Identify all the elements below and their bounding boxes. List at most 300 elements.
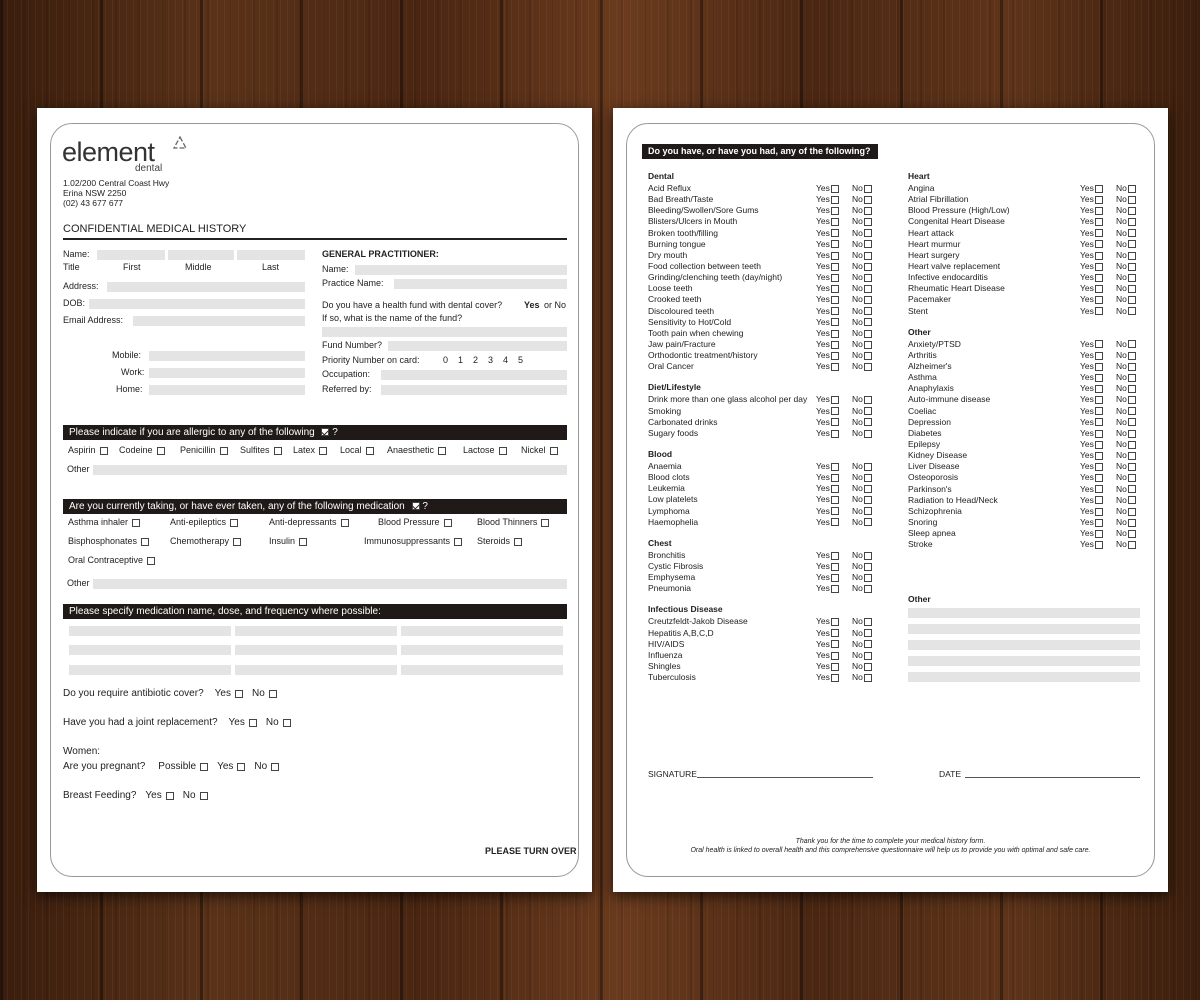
- checkbox-icon[interactable]: [1095, 385, 1103, 393]
- practice-field[interactable]: [394, 279, 567, 289]
- dob-field[interactable]: [89, 299, 305, 309]
- yes-option[interactable]: [1080, 428, 1103, 438]
- checkbox-icon[interactable]: [864, 430, 872, 438]
- allergy-penicillin[interactable]: [180, 446, 228, 455]
- no-option[interactable]: [1116, 228, 1136, 238]
- checkbox-icon[interactable]: [1128, 407, 1136, 415]
- no-option[interactable]: [852, 583, 872, 593]
- med-table-r3c2[interactable]: [235, 665, 397, 675]
- yes-option[interactable]: [816, 406, 839, 416]
- checkbox-icon[interactable]: [831, 463, 839, 471]
- checkbox-icon[interactable]: [864, 663, 872, 671]
- checkbox-icon[interactable]: [1128, 441, 1136, 449]
- no-option[interactable]: [852, 550, 872, 560]
- no-option[interactable]: [1116, 394, 1136, 404]
- work-field[interactable]: [149, 368, 305, 378]
- med-table-r3c3[interactable]: [401, 665, 563, 675]
- no-option[interactable]: [1116, 450, 1136, 460]
- checkbox-icon[interactable]: [1128, 207, 1136, 215]
- no-option[interactable]: [1116, 383, 1136, 393]
- checkbox-icon[interactable]: [831, 507, 839, 515]
- allergy-codeine[interactable]: [119, 446, 165, 455]
- name-first-field[interactable]: [168, 250, 234, 260]
- no-option[interactable]: [852, 506, 872, 516]
- checkbox-icon[interactable]: [1128, 374, 1136, 382]
- checkbox-icon[interactable]: [1128, 229, 1136, 237]
- yes-option[interactable]: [816, 616, 839, 626]
- checkbox-icon[interactable]: [299, 538, 307, 546]
- checkbox-icon[interactable]: [864, 263, 872, 271]
- checkbox-icon[interactable]: [1095, 352, 1103, 360]
- med-anti-depressants[interactable]: [269, 518, 349, 527]
- checkbox-icon[interactable]: [147, 557, 155, 565]
- name-middle-field[interactable]: [237, 250, 305, 260]
- med-anti-epileptics[interactable]: [170, 518, 238, 527]
- checkbox-icon[interactable]: [864, 296, 872, 304]
- checkbox-icon[interactable]: [831, 330, 839, 338]
- priority-1[interactable]: 1: [458, 355, 464, 365]
- checkbox-icon[interactable]: [864, 552, 872, 560]
- med-chemotherapy[interactable]: [170, 537, 241, 546]
- checkbox-icon[interactable]: [831, 629, 839, 637]
- checkbox-icon[interactable]: [864, 463, 872, 471]
- yes-option[interactable]: [816, 461, 839, 471]
- no-option[interactable]: [852, 461, 872, 471]
- checkbox-icon[interactable]: [157, 447, 165, 455]
- yes-option[interactable]: [1080, 283, 1103, 293]
- yes-option[interactable]: [1080, 406, 1103, 416]
- checkbox-icon[interactable]: [141, 538, 149, 546]
- checkbox-icon[interactable]: [864, 207, 872, 215]
- checkbox-icon[interactable]: [864, 629, 872, 637]
- no-option[interactable]: [1116, 272, 1136, 282]
- priority-5[interactable]: 5: [518, 355, 524, 365]
- checkbox-icon[interactable]: [831, 274, 839, 282]
- yes-option[interactable]: [1080, 417, 1103, 427]
- checkbox-icon[interactable]: [366, 447, 374, 455]
- no-option[interactable]: [852, 672, 872, 682]
- checkbox-icon[interactable]: [864, 330, 872, 338]
- no-option[interactable]: [1116, 495, 1136, 505]
- no-option[interactable]: [1116, 472, 1136, 482]
- yes-option[interactable]: [1080, 472, 1103, 482]
- checkbox-icon[interactable]: [499, 447, 507, 455]
- checkbox-icon[interactable]: [831, 585, 839, 593]
- checkbox-icon[interactable]: [864, 474, 872, 482]
- no-option[interactable]: [852, 406, 872, 416]
- no-option[interactable]: [1116, 350, 1136, 360]
- checkbox-icon[interactable]: [1095, 196, 1103, 204]
- checkbox-icon[interactable]: [200, 763, 208, 771]
- med-immunosuppressants[interactable]: [364, 537, 462, 546]
- checkbox-icon[interactable]: [1095, 285, 1103, 293]
- priority-2[interactable]: 2: [473, 355, 479, 365]
- no-option[interactable]: [852, 317, 872, 327]
- no-option[interactable]: [852, 239, 872, 249]
- yes-option[interactable]: [816, 494, 839, 504]
- yes-option[interactable]: [816, 583, 839, 593]
- checkbox-icon[interactable]: [864, 496, 872, 504]
- yes-option[interactable]: [816, 572, 839, 582]
- checkbox-icon[interactable]: [1128, 396, 1136, 404]
- checkbox-icon[interactable]: [864, 363, 872, 371]
- no-option[interactable]: [1116, 183, 1136, 193]
- checkbox-icon[interactable]: [864, 674, 872, 682]
- fund-or-no[interactable]: or No: [544, 300, 567, 310]
- no-option[interactable]: [852, 194, 872, 204]
- allergy-anaesthetic[interactable]: [387, 446, 446, 455]
- name-title-field[interactable]: [97, 250, 165, 260]
- checkbox-icon[interactable]: [831, 307, 839, 315]
- checkbox-icon[interactable]: [864, 307, 872, 315]
- checkbox-icon[interactable]: [1128, 363, 1136, 371]
- checkbox-icon[interactable]: [1128, 385, 1136, 393]
- checkbox-icon[interactable]: [1128, 418, 1136, 426]
- other-line-4[interactable]: [908, 656, 1140, 666]
- checkbox-icon[interactable]: [831, 352, 839, 360]
- checkbox-icon[interactable]: [1128, 252, 1136, 260]
- checkbox-icon[interactable]: [220, 447, 228, 455]
- checkbox-icon[interactable]: [237, 763, 245, 771]
- checkbox-icon[interactable]: [864, 252, 872, 260]
- checkbox-icon[interactable]: [864, 652, 872, 660]
- no-option[interactable]: [852, 306, 872, 316]
- home-field[interactable]: [149, 385, 305, 395]
- checkbox-icon[interactable]: [831, 207, 839, 215]
- checkbox-icon[interactable]: [550, 447, 558, 455]
- checkbox-icon[interactable]: [864, 185, 872, 193]
- no-option[interactable]: [852, 283, 872, 293]
- no-option[interactable]: [1116, 361, 1136, 371]
- checkbox-icon[interactable]: [1095, 485, 1103, 493]
- yes-option[interactable]: [816, 239, 839, 249]
- yes-option[interactable]: [816, 550, 839, 560]
- checkbox-icon[interactable]: [1095, 363, 1103, 371]
- checkbox-icon[interactable]: [541, 519, 549, 527]
- yes-option[interactable]: [816, 261, 839, 271]
- yes-option[interactable]: [816, 394, 839, 404]
- checkbox-icon[interactable]: [864, 563, 872, 571]
- no-option[interactable]: [1116, 428, 1136, 438]
- other-line-2[interactable]: [908, 624, 1140, 634]
- no-option[interactable]: [852, 183, 872, 193]
- allergy-other-field[interactable]: [93, 465, 567, 475]
- checkbox-icon[interactable]: [271, 763, 279, 771]
- checkbox-icon[interactable]: [319, 447, 327, 455]
- no-option[interactable]: [1116, 506, 1136, 516]
- checkbox-icon[interactable]: [831, 496, 839, 504]
- no-option[interactable]: [1116, 250, 1136, 260]
- checkbox-icon[interactable]: [864, 485, 872, 493]
- checkbox-icon[interactable]: [274, 447, 282, 455]
- no-option[interactable]: [1116, 261, 1136, 271]
- yes-option[interactable]: [816, 506, 839, 516]
- yes-option[interactable]: [1080, 261, 1103, 271]
- yes-option[interactable]: [1080, 239, 1103, 249]
- no-option[interactable]: [852, 661, 872, 671]
- checkbox-icon[interactable]: [1128, 218, 1136, 226]
- checkbox-icon[interactable]: [831, 285, 839, 293]
- checkbox-icon[interactable]: [831, 563, 839, 571]
- med-table-r2c1[interactable]: [69, 645, 231, 655]
- no-option[interactable]: [852, 483, 872, 493]
- no-option[interactable]: [852, 517, 872, 527]
- checkbox-icon[interactable]: [341, 519, 349, 527]
- no-option[interactable]: [852, 294, 872, 304]
- no-option[interactable]: [1116, 294, 1136, 304]
- no-option[interactable]: [1116, 372, 1136, 382]
- no-option[interactable]: [1116, 239, 1136, 249]
- checkbox-icon[interactable]: [864, 585, 872, 593]
- checkbox-icon[interactable]: [831, 652, 839, 660]
- yes-option[interactable]: [1080, 372, 1103, 382]
- med-steroids[interactable]: [477, 537, 522, 546]
- checkbox-icon[interactable]: [864, 285, 872, 293]
- checkbox-icon[interactable]: [831, 574, 839, 582]
- yes-option[interactable]: [1080, 506, 1103, 516]
- yes-option[interactable]: [816, 339, 839, 349]
- checkbox-icon[interactable]: [831, 263, 839, 271]
- yes-option[interactable]: [1080, 216, 1103, 226]
- med-table-r1c1[interactable]: [69, 626, 231, 636]
- fund-number-field[interactable]: [388, 341, 567, 351]
- yes-option[interactable]: [816, 361, 839, 371]
- checkbox-icon[interactable]: [831, 396, 839, 404]
- yes-option[interactable]: [816, 194, 839, 204]
- allergy-aspirin[interactable]: [68, 446, 108, 455]
- yes-option[interactable]: [816, 628, 839, 638]
- other-line-1[interactable]: [908, 608, 1140, 618]
- med-table-r2c3[interactable]: [401, 645, 563, 655]
- priority-0[interactable]: 0: [443, 355, 449, 365]
- no-option[interactable]: [1116, 339, 1136, 349]
- yes-option[interactable]: [816, 294, 839, 304]
- yes-option[interactable]: [1080, 539, 1103, 549]
- occupation-field[interactable]: [381, 370, 567, 380]
- allergy-local[interactable]: [340, 446, 374, 455]
- checkbox-icon[interactable]: [831, 318, 839, 326]
- no-option[interactable]: [852, 228, 872, 238]
- checkbox-icon[interactable]: [1095, 519, 1103, 527]
- checkbox-icon[interactable]: [831, 552, 839, 560]
- no-option[interactable]: [852, 572, 872, 582]
- no-option[interactable]: [1116, 439, 1136, 449]
- no-option[interactable]: [1116, 194, 1136, 204]
- med-bisphosphonates[interactable]: [68, 537, 149, 546]
- checkbox-icon[interactable]: [831, 407, 839, 415]
- yes-option[interactable]: [1080, 183, 1103, 193]
- checkbox-icon[interactable]: [200, 792, 208, 800]
- checkbox-icon[interactable]: [1095, 541, 1103, 549]
- checkbox-icon[interactable]: [1095, 229, 1103, 237]
- checkbox-icon[interactable]: [1128, 274, 1136, 282]
- date-line[interactable]: [965, 777, 1140, 778]
- checkbox-icon[interactable]: [864, 196, 872, 204]
- checkbox-icon[interactable]: [1095, 496, 1103, 504]
- checkbox-icon[interactable]: [1095, 240, 1103, 248]
- checkbox-icon[interactable]: [1128, 296, 1136, 304]
- checkbox-icon[interactable]: [166, 792, 174, 800]
- yes-option[interactable]: [816, 561, 839, 571]
- yes-option[interactable]: [1080, 194, 1103, 204]
- checkbox-icon[interactable]: [831, 363, 839, 371]
- no-option[interactable]: [852, 328, 872, 338]
- yes-option[interactable]: [1080, 306, 1103, 316]
- checkbox-icon[interactable]: [1095, 252, 1103, 260]
- no-option[interactable]: [1116, 306, 1136, 316]
- yes-option[interactable]: [1080, 205, 1103, 215]
- checkbox-icon[interactable]: [1095, 185, 1103, 193]
- no-option[interactable]: [852, 428, 872, 438]
- yes-option[interactable]: [1080, 528, 1103, 538]
- email-field[interactable]: [133, 316, 305, 326]
- checkbox-icon[interactable]: [831, 296, 839, 304]
- yes-option[interactable]: [816, 205, 839, 215]
- no-option[interactable]: [1116, 539, 1136, 549]
- no-option[interactable]: [1116, 283, 1136, 293]
- checkbox-icon[interactable]: [1095, 508, 1103, 516]
- checkbox-icon[interactable]: [864, 618, 872, 626]
- checkbox-icon[interactable]: [864, 218, 872, 226]
- yes-option[interactable]: [1080, 383, 1103, 393]
- allergy-latex[interactable]: [293, 446, 327, 455]
- checkbox-icon[interactable]: [831, 218, 839, 226]
- checkbox-icon[interactable]: [864, 518, 872, 526]
- yes-option[interactable]: [1080, 484, 1103, 494]
- checkbox-icon[interactable]: [864, 640, 872, 648]
- checkbox-icon[interactable]: [1128, 496, 1136, 504]
- checkbox-icon[interactable]: [1095, 340, 1103, 348]
- priority-4[interactable]: 4: [503, 355, 509, 365]
- referred-field[interactable]: [381, 385, 567, 395]
- checkbox-icon[interactable]: [864, 240, 872, 248]
- yes-option[interactable]: [1080, 361, 1103, 371]
- yes-option[interactable]: [1080, 450, 1103, 460]
- yes-option[interactable]: [1080, 250, 1103, 260]
- fund-yes[interactable]: Yes: [524, 300, 540, 310]
- no-option[interactable]: [852, 561, 872, 571]
- med-blood-pressure[interactable]: [378, 518, 452, 527]
- checkbox-icon[interactable]: [1128, 285, 1136, 293]
- checkbox-icon[interactable]: [1095, 374, 1103, 382]
- checkbox-icon[interactable]: [1095, 274, 1103, 282]
- no-option[interactable]: [852, 361, 872, 371]
- yes-option[interactable]: [816, 228, 839, 238]
- checkbox-icon[interactable]: [235, 690, 243, 698]
- yes-option[interactable]: [1080, 350, 1103, 360]
- checkbox-icon[interactable]: [1095, 307, 1103, 315]
- med-table-r1c3[interactable]: [401, 626, 563, 636]
- no-option[interactable]: [852, 250, 872, 260]
- med-asthma-inhaler[interactable]: [68, 518, 140, 527]
- checkbox-icon[interactable]: [1128, 474, 1136, 482]
- checkbox-icon[interactable]: [514, 538, 522, 546]
- no-option[interactable]: [852, 216, 872, 226]
- fund-name-field[interactable]: [322, 327, 567, 337]
- checkbox-icon[interactable]: [831, 252, 839, 260]
- checkbox-icon[interactable]: [230, 519, 238, 527]
- checkbox-icon[interactable]: [1095, 407, 1103, 415]
- checkbox-icon[interactable]: [831, 185, 839, 193]
- no-option[interactable]: [1116, 528, 1136, 538]
- med-oral-contraceptive[interactable]: [68, 556, 155, 565]
- checkbox-icon[interactable]: [1128, 263, 1136, 271]
- checkbox-icon[interactable]: [1095, 441, 1103, 449]
- other-line-3[interactable]: [908, 640, 1140, 650]
- checkbox-icon[interactable]: [1128, 452, 1136, 460]
- checkbox-icon[interactable]: [1128, 240, 1136, 248]
- signature-line[interactable]: [697, 777, 873, 778]
- no-option[interactable]: [1116, 406, 1136, 416]
- yes-option[interactable]: [816, 472, 839, 482]
- yes-option[interactable]: [816, 639, 839, 649]
- checkbox-icon[interactable]: [1095, 207, 1103, 215]
- checkbox-icon[interactable]: [864, 407, 872, 415]
- checkbox-icon[interactable]: [864, 352, 872, 360]
- yes-option[interactable]: [1080, 461, 1103, 471]
- yes-option[interactable]: [816, 183, 839, 193]
- yes-option[interactable]: [816, 250, 839, 260]
- checkbox-icon[interactable]: [831, 196, 839, 204]
- checkbox-icon[interactable]: [1128, 485, 1136, 493]
- checkbox-icon[interactable]: [864, 341, 872, 349]
- yes-option[interactable]: [816, 350, 839, 360]
- checkbox-icon[interactable]: [1128, 196, 1136, 204]
- checkbox-icon[interactable]: [864, 574, 872, 582]
- no-option[interactable]: [1116, 216, 1136, 226]
- no-option[interactable]: [852, 628, 872, 638]
- checkbox-icon[interactable]: [864, 418, 872, 426]
- yes-option[interactable]: [1080, 394, 1103, 404]
- checkbox-icon[interactable]: [831, 674, 839, 682]
- checkbox-icon[interactable]: [1128, 519, 1136, 527]
- checkbox-icon[interactable]: [831, 341, 839, 349]
- checkbox-icon[interactable]: [1128, 307, 1136, 315]
- allergy-sulfites[interactable]: [240, 446, 282, 455]
- checkbox-icon[interactable]: [831, 474, 839, 482]
- allergy-lactose[interactable]: [463, 446, 507, 455]
- yes-option[interactable]: [1080, 228, 1103, 238]
- checkbox-icon[interactable]: [1095, 418, 1103, 426]
- yes-option[interactable]: [1080, 272, 1103, 282]
- no-option[interactable]: [852, 339, 872, 349]
- checkbox-icon[interactable]: [1095, 530, 1103, 538]
- checkbox-icon[interactable]: [831, 518, 839, 526]
- checkbox-icon[interactable]: [831, 485, 839, 493]
- yes-option[interactable]: [1080, 294, 1103, 304]
- yes-option[interactable]: [816, 317, 839, 327]
- no-option[interactable]: [852, 650, 872, 660]
- checkbox-icon[interactable]: [864, 507, 872, 515]
- checkbox-icon[interactable]: [1128, 541, 1136, 549]
- checkbox-icon[interactable]: [454, 538, 462, 546]
- checkbox-icon[interactable]: [1095, 296, 1103, 304]
- checkbox-icon[interactable]: [864, 396, 872, 404]
- checkbox-icon[interactable]: [831, 618, 839, 626]
- yes-option[interactable]: [816, 272, 839, 282]
- med-other-field[interactable]: [93, 579, 567, 589]
- checkbox-icon[interactable]: [444, 519, 452, 527]
- yes-option[interactable]: [816, 328, 839, 338]
- med-table-r2c2[interactable]: [235, 645, 397, 655]
- checkbox-icon[interactable]: [1095, 396, 1103, 404]
- allergy-nickel[interactable]: [521, 446, 558, 455]
- yes-option[interactable]: [816, 216, 839, 226]
- yes-option[interactable]: [816, 428, 839, 438]
- checkbox-icon[interactable]: [831, 640, 839, 648]
- no-option[interactable]: [852, 494, 872, 504]
- no-option[interactable]: [1116, 484, 1136, 494]
